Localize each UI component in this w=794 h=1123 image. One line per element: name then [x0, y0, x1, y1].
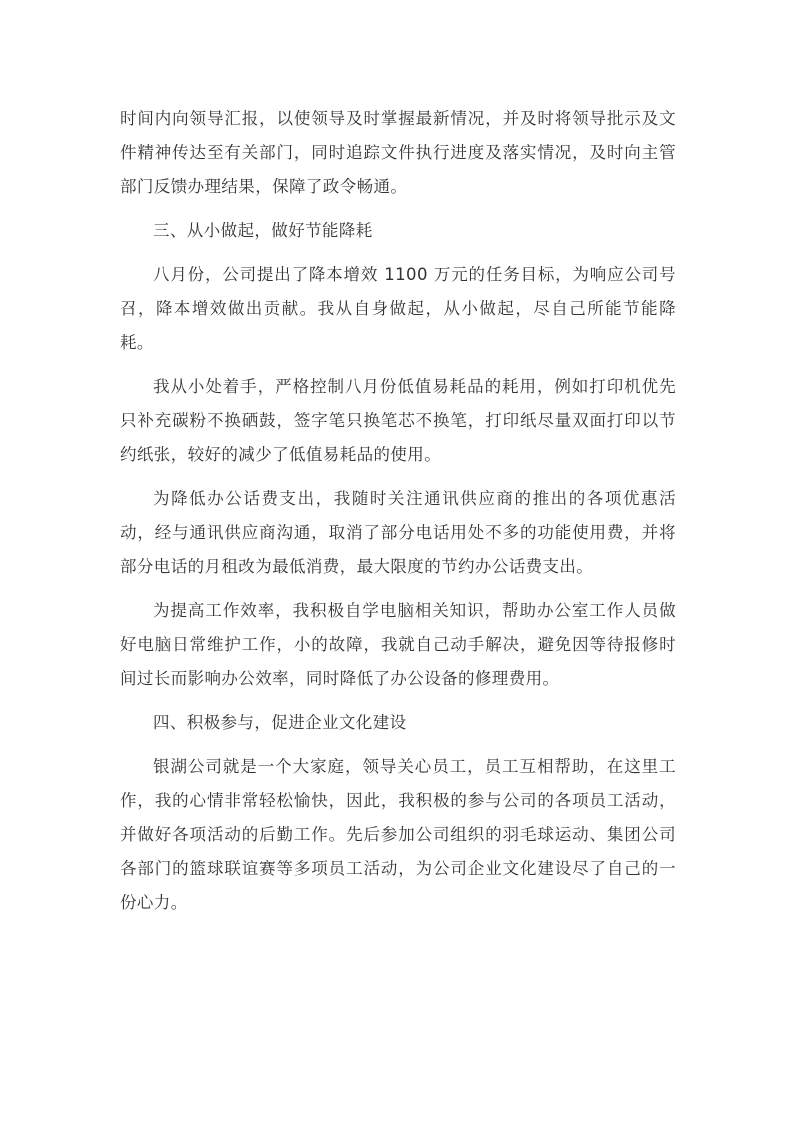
paragraph-computer-maintenance: 为提高工作效率，我积极自学电脑相关知识，帮助办公室工作人员做好电脑日常维护工作，小的故障，我就自己动手解决，避免因等待报修时间过长而影响办公效率，同时降低了办公设备的修理费用。: [120, 601, 676, 688]
paragraph-continuation: 时间内向领导汇报，以使领导及时掌握最新情况，并及时将领导批示及文件精神传达至有关部门，同时追踪文件执行进度及落实情况，及时向主管部门反馈办理结果，保障了政令畅通。: [120, 109, 676, 196]
section-heading-corporate-culture: 四、积极参与，促进企业文化建设: [153, 713, 407, 732]
paragraph-consumables: 我从小处着手，严格控制八月份低值易耗品的耗用，例如打印机优先只补充碳粉不换硒鼓，签字笔只换笔芯不换笔，打印纸尽量双面打印以节约纸张，较好的减少了低值易耗品的使用。: [120, 377, 676, 464]
paragraph-staff-activities: 银湖公司就是一个大家庭，领导关心员工，员工互相帮助，在这里工作，我的心情非常轻松愉快，因此，我积极的参与公司的各项员工活动，并做好各项活动的后勤工作。先后参加公司组织的羽毛球运动、集团公司各部门的篮球联谊赛等多项员工活动，为公司企业文化建设尽了自己的一份心力。: [120, 757, 676, 912]
document-body: [120, 102, 676, 930]
section-heading-energy-saving: 三、从小做起，做好节能降耗: [153, 221, 373, 240]
paragraph-cost-reduction-goal: 八月份，公司提出了降本增效 1100 万元的任务目标，为响应公司号召，降本增效做出贡献。我从自身做起，从小做起，尽自己所能节能降耗。: [120, 265, 676, 352]
paragraph-phone-costs: 为降低办公话费支出，我随时关注通讯供应商的推出的各项优惠活动，经与通讯供应商沟通，取消了部分电话用处不多的功能使用费，并将部分电话的月租改为最低消费，最大限度的节约办公话费支出。: [120, 489, 676, 576]
